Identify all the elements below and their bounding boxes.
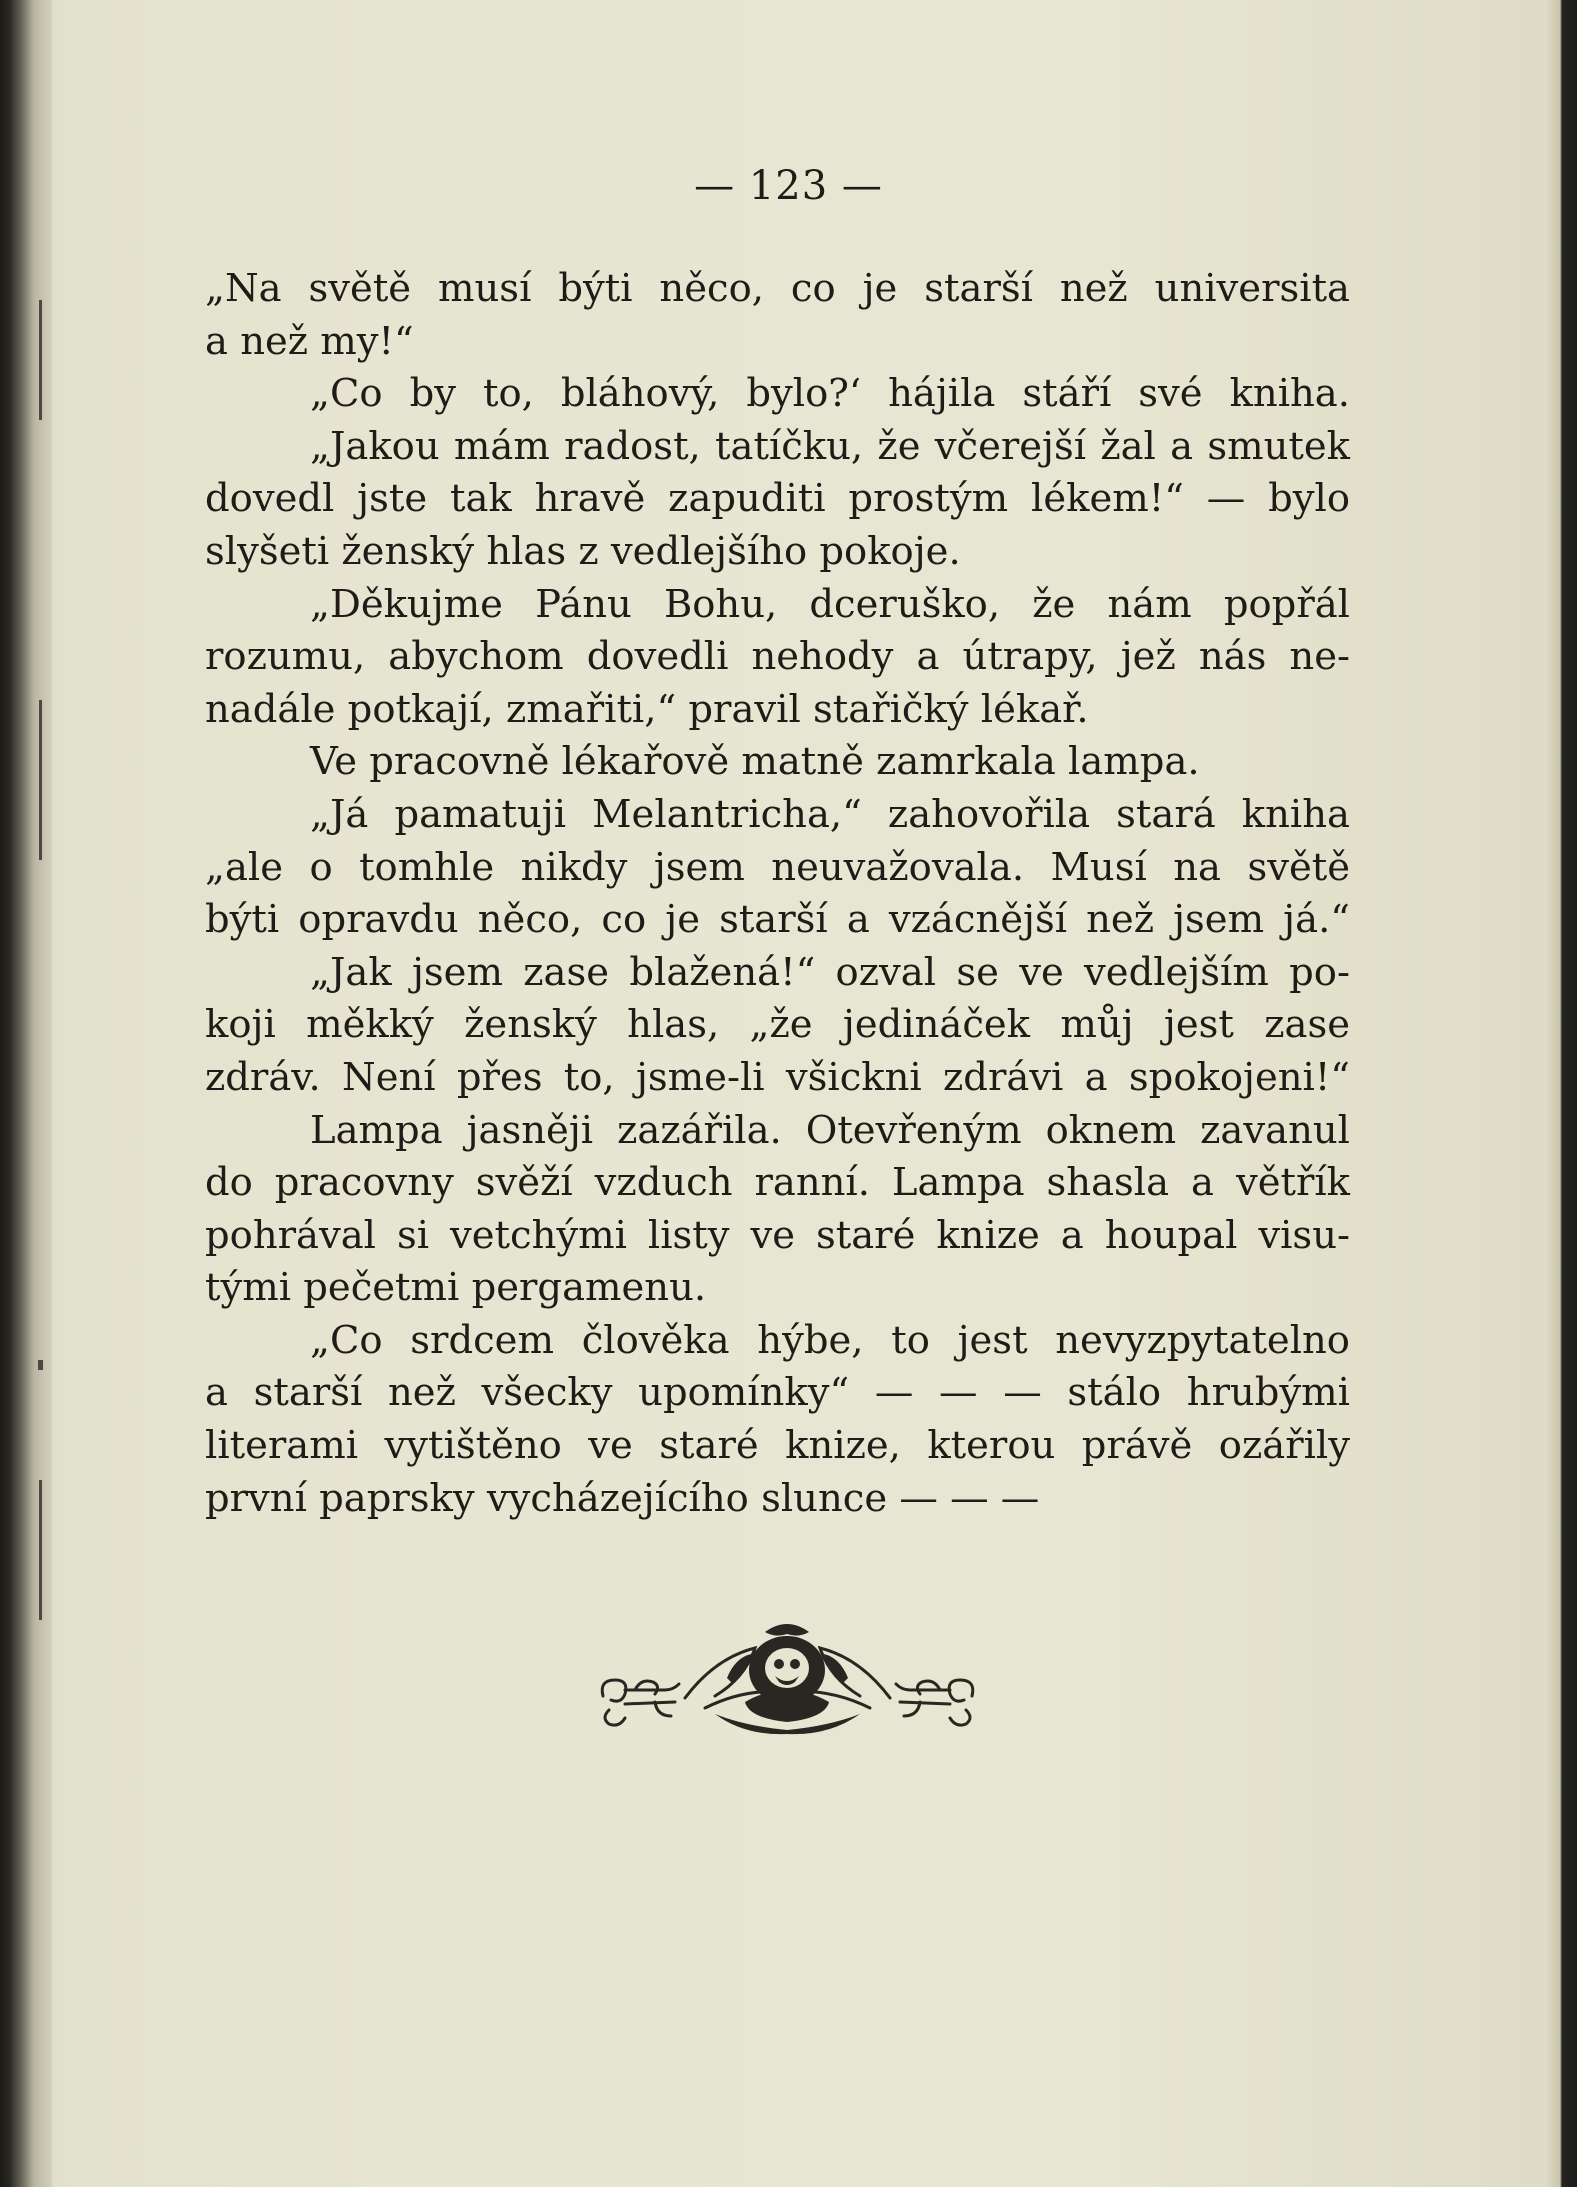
body-text xyxy=(205,263,1350,1525)
text-line: „ale o tomhle nikdy jsem neuvažovala. Musí na světě xyxy=(205,844,1350,890)
text-line: Lampa jasněji zazářila. Otevřeným oknem zavanul xyxy=(310,1107,1350,1153)
text-line: první paprsky vycházejícího slunce — — — xyxy=(205,1475,1040,1521)
spine-mark xyxy=(39,1480,42,1620)
text-line: „Děkujme Pánu Bohu, dceruško, že nám popřál xyxy=(310,581,1350,627)
text-line: koji měkký ženský hlas, „že jedináček můj jest zase xyxy=(205,1002,1350,1048)
text-line: literami vytištěno ve staré knize, kterou právě ozářily xyxy=(205,1423,1350,1469)
text-line: tými pečetmi pergamenu. xyxy=(205,1265,707,1311)
text-line: „Já pamatuji Melantricha,“ zahovořila stará kniha xyxy=(310,791,1350,837)
text-line: slyšeti ženský hlas z vedlejšího pokoje. xyxy=(205,528,961,574)
text-line: zdráv. Není přes to, jsme-li všicknі zdrávi a spokojeni!“ xyxy=(205,1054,1350,1100)
text-line: „Jak jsem zase blažená!“ ozval se ve vedlejším po- xyxy=(310,949,1350,995)
spine-mark xyxy=(39,300,42,420)
text-line: nadále potkají, zmařiti,“ pravil stařičký lékař. xyxy=(205,686,1089,732)
text-line: dovedl jste tak hravě zapuditi prostým lékem!“ — bylo xyxy=(205,476,1350,522)
text-line: „Co srdcem člověka hýbe, to jest nevyzpytatelno xyxy=(310,1317,1350,1363)
text-line: Ve pracovně lékařově matně zamrkala lampa. xyxy=(310,739,1200,785)
book-spine xyxy=(0,0,52,2187)
text-line: pohrával si vetchými listy ve staré knize a houpal visu- xyxy=(205,1212,1350,1258)
page-number: — 123 — xyxy=(694,163,883,209)
text-line: do pracovny svěží vzduch ranní. Lampa shasla a větřík xyxy=(205,1160,1350,1206)
text-line: „Co by to, bláhový, bylo?‘ hájila stáří své kniha. xyxy=(310,371,1350,417)
text-line: býti opravdu něco, co je starší a vzácnější než jsem já.“ xyxy=(205,897,1350,943)
text-line: a než my!“ xyxy=(205,318,414,364)
spine-mark xyxy=(39,700,42,860)
floral-vignette-icon xyxy=(595,1618,980,1736)
text-line: a starší než všecky upomínky“ — — — stálo hrubými xyxy=(205,1370,1350,1416)
text-line: rozumu, abychom dovedli nehody a útrapy, jež nás ne- xyxy=(205,634,1350,680)
spine-mark xyxy=(38,1360,43,1370)
text-line: „Na světě musí býti něco, co je starší než universita xyxy=(205,266,1350,311)
text-line: „Jakou mám radost, tatíčku, že včerejší žal a smutek xyxy=(310,423,1350,469)
